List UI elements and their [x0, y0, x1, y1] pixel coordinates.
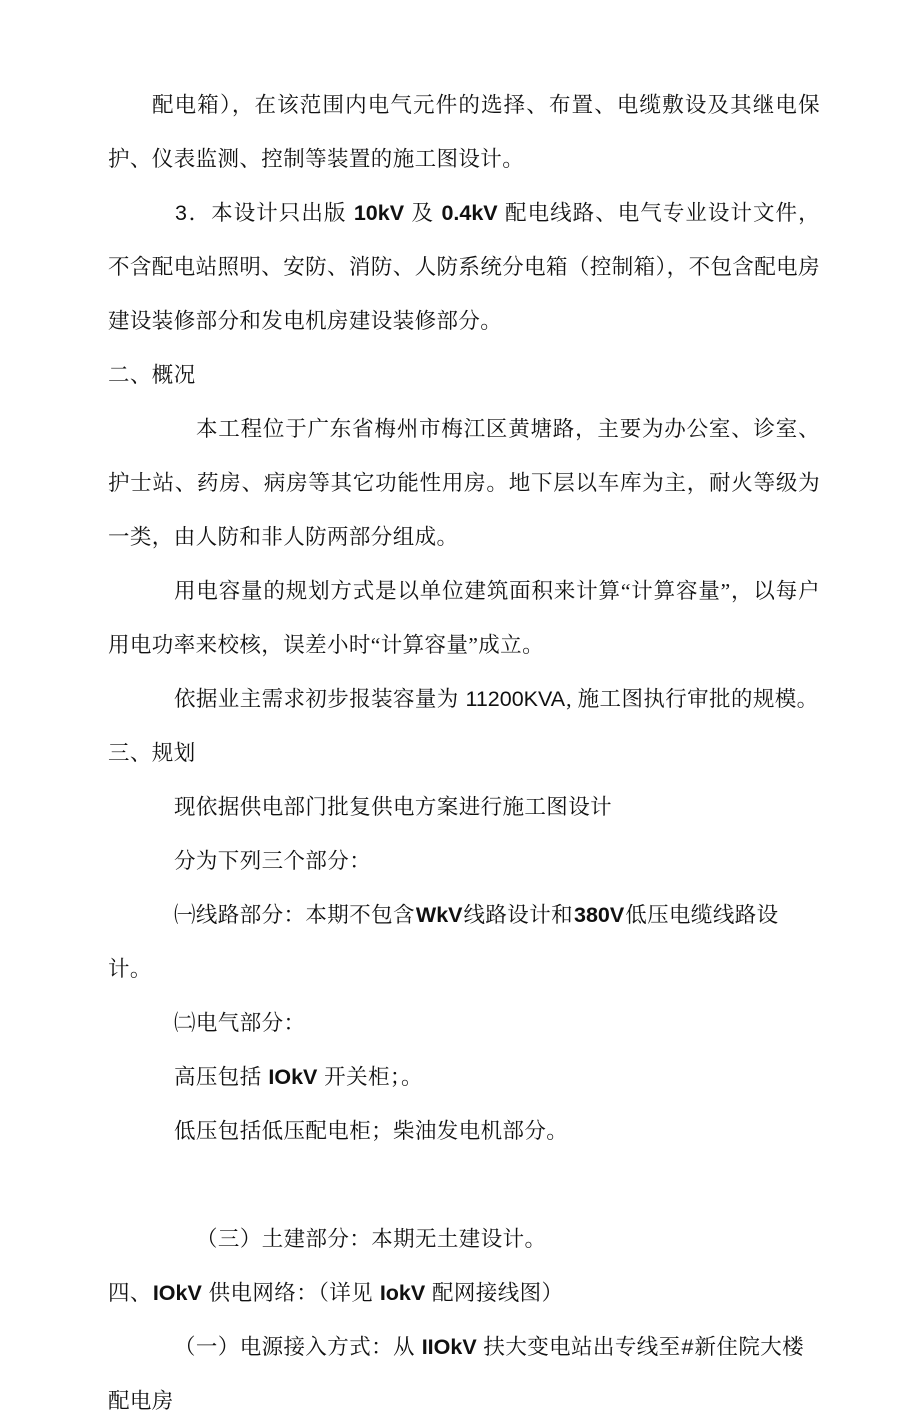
paragraph-capacity-method-text: 用电容量的规划方式是以单位建筑面积来计算“计算容量”，以每户用电功率来校核，误差小时“计算容量”成立。 — [108, 579, 820, 657]
item-number: 3 — [175, 201, 187, 225]
paragraph-plan-three-parts: 分为下列三个部分： — [174, 849, 372, 873]
document-text-body — [108, 78, 820, 1428]
voltage-380v: 380V — [574, 903, 625, 927]
capacity-text-a: 依据业主需求初步报装容量为 — [174, 687, 465, 711]
paragraph-sub-4-1-supply — [108, 1320, 820, 1428]
heading-4-text-a: 四、 — [108, 1281, 152, 1305]
heading-4-text-b: 供电网络：（详见 — [202, 1281, 379, 1305]
sub-1-text-c: 低压电缆线路设计。 — [108, 903, 779, 981]
voltage-10kv: 10kV — [353, 201, 405, 225]
voltage-wkv: WkV — [415, 903, 463, 927]
building-marker: # — [681, 1335, 694, 1359]
paragraph-capacity-value — [108, 672, 820, 726]
voltage-iokv-diagram: IokV — [379, 1281, 426, 1305]
paragraph-spacer — [108, 1158, 820, 1212]
hv-text-b: 开关柜；。 — [318, 1065, 423, 1089]
item-3-text-b: 及 — [405, 201, 441, 225]
hv-text-a: 高压包括 — [174, 1065, 268, 1089]
paragraph-overview-text: 本工程位于广东省梅州市梅江区黄塘路，主要为办公室、诊室、护士站、药房、病房等其它功能性用房。地下层以车库为主，耐火等级为一类，由人防和非人防两部分组成。 — [108, 417, 820, 549]
supply-text-c: 新住院大楼配电房 — [108, 1335, 805, 1413]
sub-1-text-a: ㈠线路部分：本期不包含 — [174, 903, 415, 927]
voltage-iokv-hv: IOkV — [268, 1065, 318, 1089]
paragraph-continuation — [108, 78, 820, 186]
capacity-value: 11200KVA — [465, 687, 566, 711]
paragraph-sub-2-high-voltage — [108, 1050, 820, 1104]
paragraph-sub-3-civil: （三）土建部分：本期无土建设计。 — [196, 1227, 547, 1251]
capacity-text-b: , 施工图执行审批的规模。 — [566, 687, 819, 711]
paragraph-item-3 — [108, 186, 820, 348]
supply-text-b: 扶大变电站出专线至 — [477, 1335, 681, 1359]
paragraph-sub-2-low-voltage: 低压包括低压配电柜；柴油发电机部分。 — [174, 1119, 569, 1143]
section-heading-4 — [108, 1266, 820, 1320]
voltage-iokv-heading: IOkV — [152, 1281, 202, 1305]
voltage-iiokv: IIOkV — [421, 1335, 477, 1359]
paragraph-capacity-method — [108, 564, 820, 672]
paragraph-sub-1-lines — [108, 888, 820, 996]
supply-text-a: （一）电源接入方式：从 — [174, 1335, 421, 1359]
paragraph-continuation-text: 配电箱），在该范围内电气元件的选择、布置、电缆敷设及其继电保护、仪表监测、控制等装置的施工图设计。 — [108, 93, 820, 171]
section-heading-3: 三、规划 — [108, 741, 196, 765]
paragraph-overview — [108, 402, 820, 564]
section-heading-2: 二、概况 — [108, 363, 196, 387]
sub-1-text-b: 线路设计和 — [463, 903, 574, 927]
heading-4-text-c: 配网接线图） — [426, 1281, 564, 1305]
voltage-04kv: 0.4kV — [441, 201, 498, 225]
paragraph-sub-2-electrical: ㈡电气部分： — [174, 1011, 306, 1035]
item-3-text-a: ．本设计只出版 — [187, 201, 353, 225]
paragraph-plan-basis: 现依据供电部门批复供电方案进行施工图设计 — [174, 795, 613, 819]
item-3-text-c: 配电线路、电气专业设计文件，不含配电站照明、安防、消防、人防系统分电箱（控制箱），不包含配电房建设装修部分和发电机房建设装修部分。 — [108, 201, 820, 333]
